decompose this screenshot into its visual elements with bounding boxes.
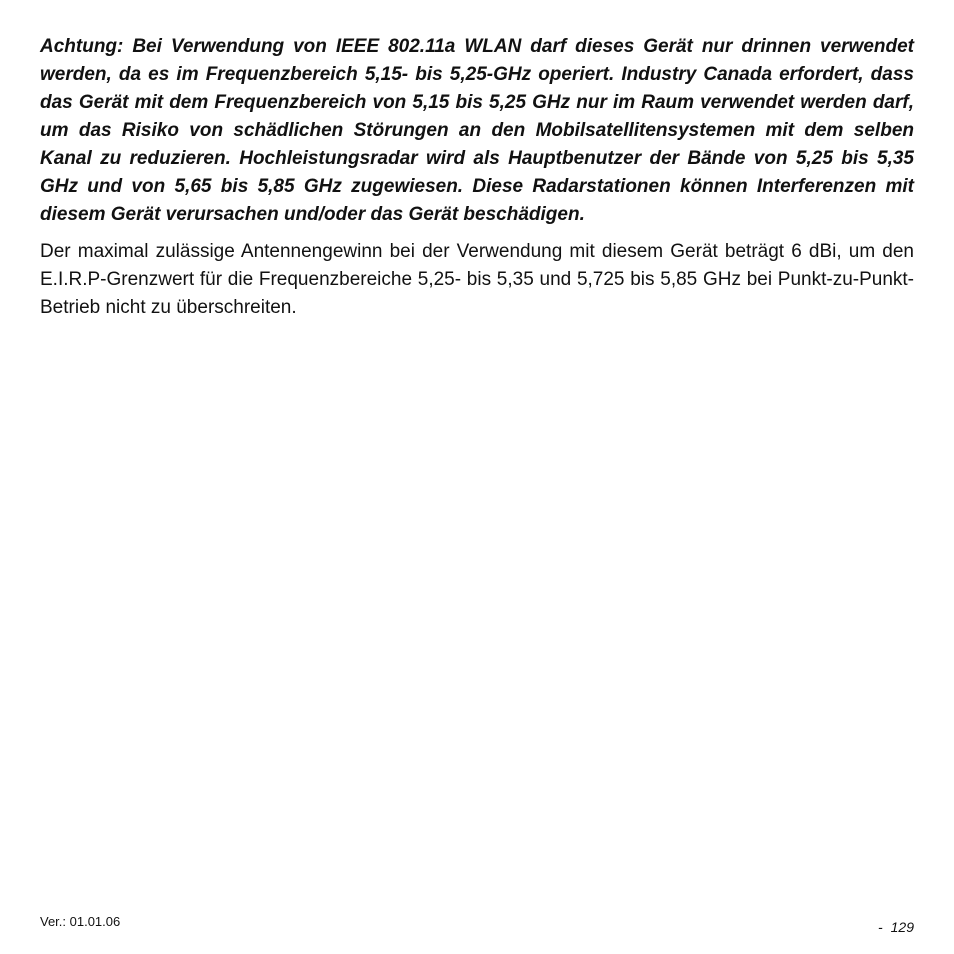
page-number-footer	[878, 918, 914, 936]
antenna-gain-paragraph: Der maximal zulässige Antennengewinn bei der Verwendung mit diesem Gerät beträgt 6 dBi, um den E.I.R.P-Grenzwert für die Frequenzbereiche 5,25- bis 5,35 und 5,725 bis 5,85 GHz bei Punkt-zu-Punkt-Betrieb nicht zu überschreiten.	[40, 241, 914, 318]
page-content	[40, 33, 914, 322]
page-number-dash: -	[877, 919, 883, 935]
version-label: Ver.: 01.01.06	[40, 914, 121, 929]
warning-paragraph: Achtung: Bei Verwendung von IEEE 802.11a WLAN darf dieses Gerät nur drinnen verwendet werden, da es im Frequenzbereich 5,15- bis 5,25-GHz operiert. Industry Canada erfordert, dass das Gerät mit dem Frequenzbereich von 5,15 bis 5,25 GHz nur im Raum verwendet werden darf, um das Risiko von schädlichen Störungen an den Mobilsatellitensystemen mit dem selben Kanal zu reduzieren. Hochleistungsradar wird als Hauptbenutzer der Bände von 5,25 bis 5,35 GHz und von 5,65 bis 5,85 GHz zugewiesen. Diese Radarstationen können Interferenzen mit diesem Gerät verursachen und/oder das Gerät beschädigen.	[40, 36, 914, 225]
page-number: 129	[890, 919, 914, 935]
